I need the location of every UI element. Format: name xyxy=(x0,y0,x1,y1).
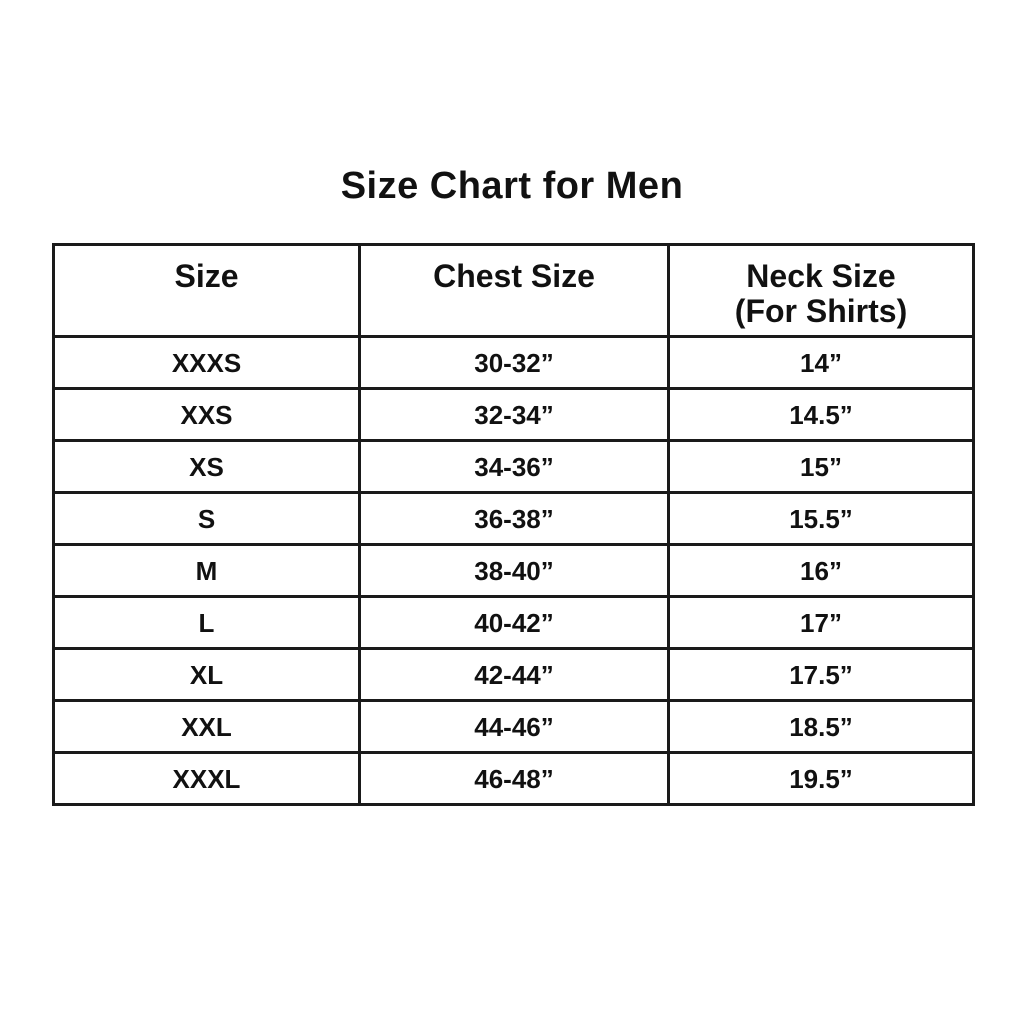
size-chart-table xyxy=(52,243,975,806)
neck-size-cell: 14” xyxy=(669,337,974,389)
size-cell: XXL xyxy=(54,701,360,753)
chest-size-cell: 38-40” xyxy=(360,545,669,597)
size-cell: XS xyxy=(54,441,360,493)
table-row-xxl xyxy=(54,701,974,753)
column-header-neck-size xyxy=(669,245,974,337)
chest-size-cell: 46-48” xyxy=(360,753,669,805)
page-title: Size Chart for Men xyxy=(340,165,684,207)
table-row-xxxl xyxy=(54,753,974,805)
size-cell: XXXL xyxy=(54,753,360,805)
table-header xyxy=(54,245,974,337)
chest-size-cell: 44-46” xyxy=(360,701,669,753)
header-row xyxy=(54,245,974,337)
chest-size-cell: 42-44” xyxy=(360,649,669,701)
chest-size-cell: 30-32” xyxy=(360,337,669,389)
table-body xyxy=(54,337,974,805)
neck-size-cell: 19.5” xyxy=(669,753,974,805)
neck-size-cell: 15” xyxy=(669,441,974,493)
neck-size-cell: 17” xyxy=(669,597,974,649)
column-header-chest-size xyxy=(360,245,669,337)
neck-size-cell: 18.5” xyxy=(669,701,974,753)
neck-size-cell: 16” xyxy=(669,545,974,597)
table-row-s xyxy=(54,493,974,545)
neck-size-cell: 14.5” xyxy=(669,389,974,441)
table-row-xxs xyxy=(54,389,974,441)
column-header-neck-size-line2: (For Shirts) xyxy=(734,293,908,330)
size-cell: XL xyxy=(54,649,360,701)
chest-size-cell: 36-38” xyxy=(360,493,669,545)
table-row-m xyxy=(54,545,974,597)
neck-size-cell: 17.5” xyxy=(669,649,974,701)
column-header-size xyxy=(54,245,360,337)
table-row-l xyxy=(54,597,974,649)
table-row-xl xyxy=(54,649,974,701)
chest-size-cell: 34-36” xyxy=(360,441,669,493)
column-header-chest-size-line1: Chest Size xyxy=(433,258,595,294)
table-row-xs xyxy=(54,441,974,493)
column-header-neck-size-line1: Neck Size xyxy=(746,258,896,294)
size-cell: XXS xyxy=(54,389,360,441)
column-header-size-line1: Size xyxy=(174,258,239,294)
size-cell: S xyxy=(54,493,360,545)
table-row-xxxs xyxy=(54,337,974,389)
neck-size-cell: 15.5” xyxy=(669,493,974,545)
size-cell: M xyxy=(54,545,360,597)
size-cell: XXXS xyxy=(54,337,360,389)
chest-size-cell: 32-34” xyxy=(360,389,669,441)
size-cell: L xyxy=(54,597,360,649)
chest-size-cell: 40-42” xyxy=(360,597,669,649)
